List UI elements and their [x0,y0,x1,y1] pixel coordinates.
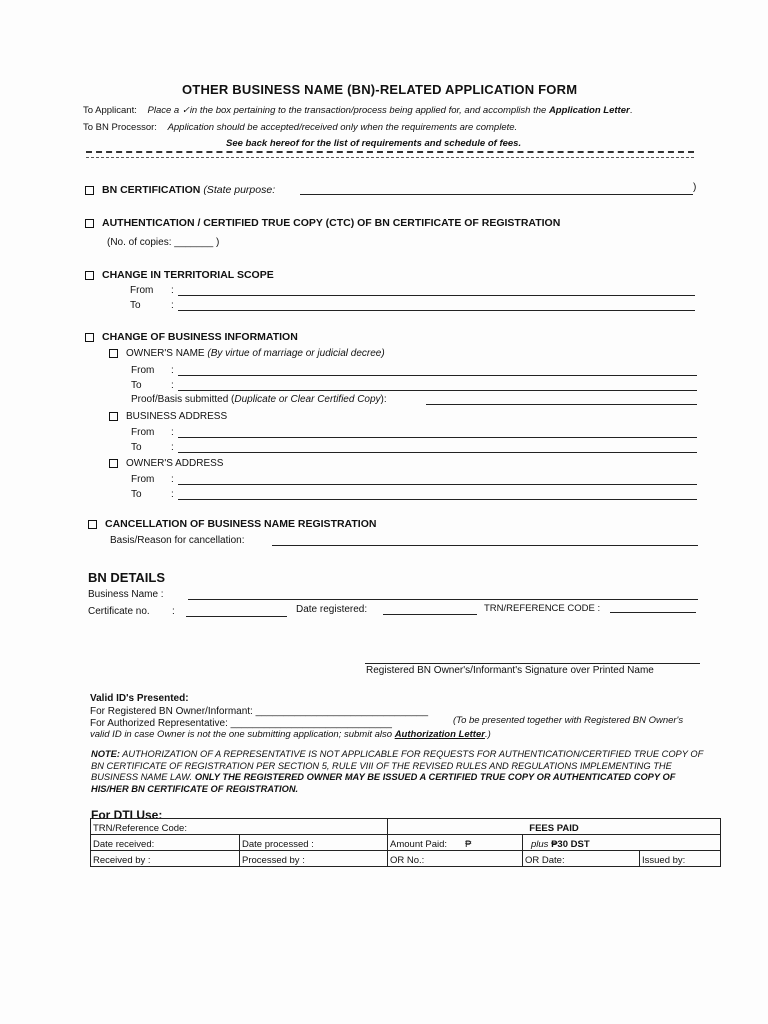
form-title: OTHER BUSINESS NAME (BN)-RELATED APPLICATION FORM [182,82,578,97]
date-processed-cell: Date processed : [240,835,388,851]
dst-cell: plus ₱30 DST [523,835,721,851]
or-no-cell: OR No.: [388,851,523,867]
applicant-instruction: To Applicant: Place a ✓in the box pertaining to the transaction/process being applied for, and accomplish the Application Letter. [83,105,633,116]
signature-line[interactable] [365,663,700,664]
business-address-to-field[interactable] [178,452,697,453]
checkmark-icon: ✓ [181,105,190,116]
owner-address-to-field[interactable] [178,499,697,500]
dashed-divider [86,151,694,158]
rep-id-note: valid ID in case Owner is not the one submitting application; submit also Authorization Letter.) [90,729,491,740]
bn-certification-checkbox[interactable] [85,186,94,195]
business-address-checkbox[interactable] [109,412,118,421]
amount-paid-cell: Amount Paid: ₱ [388,835,523,851]
owner-address-option: OWNER'S ADDRESS [109,458,223,469]
territorial-to-field[interactable] [178,310,695,311]
section-cancellation: CANCELLATION OF BUSINESS NAME REGISTRATION [88,518,376,530]
territorial-from-field[interactable] [178,295,695,296]
section-authentication: AUTHENTICATION / CERTIFIED TRUE COPY (CTC) OF BN CERTIFICATE OF REGISTRATION [85,217,560,229]
owner-address-from-field[interactable] [178,484,697,485]
proof-field[interactable] [426,404,697,405]
see-back-note: See back hereof for the list of requirements and schedule of fees. [226,138,522,149]
trn-cell: TRN/Reference Code: [91,819,388,835]
cancellation-basis-field[interactable] [272,545,698,546]
authentication-checkbox[interactable] [85,219,94,228]
owner-id-field[interactable]: For Registered BN Owner/Informant: _______________________________ [90,706,429,717]
cancellation-checkbox[interactable] [88,520,97,529]
owner-name-option: OWNER'S NAME (By virtue of marriage or judicial decree) [109,348,385,359]
application-form-page: OTHER BUSINESS NAME (BN)-RELATED APPLICATION FORM To Applicant: Place a ✓in the box pertaining to the transaction/process being applied for, and accomplish the Application Letter. To BN Processor: Application should be accepted/received only when the requirements are complete. See back hereof for the list of requirements and schedule of fees. BN CERTIFICATION (State purpose: ) AUTHENTICATION / CERTIFIED TRUE COPY (CTC) OF BN CERTIFICATE OF REGISTRATION (No. of copies: _______ ) CHANGE IN TERRITORIAL SCOPE From : To : CHANGE OF BUSINESS INFORMATION OWNER'S NAME (By virtue of marriage or judicial decree) From : To : Proof/Basis submitted (Duplicate or Clear Certified Copy): BUSINESS ADDRESS From : To : OWNER'S ADDRESS From : To : CANCELLATION OF BUSINESS NAME REGISTRATION Basis/Reason for cancellation: BN DETAILS Business Name : Certificate no. : Date registered: TRN/REFERENCE CODE : Registered BN Owner's/Informant's Signature over Printed Name Valid ID's Presented: For Registered BN Owner/Informant: _______________________________ For Authorized Representative: _____________________________ (To be presented together with Registered BN Owner's valid ID in case Owner is not the one submitting application; submit also Authorization Letter.) NOTE: AUTHORIZATION OF A REPRESENTATIVE IS NOT APPLICABLE FOR REQUESTS FOR AUTHENTICATION/CERTIFIED TRUE COPY OF BN CERTIFICATE OF REGISTRATION PER SECTION 5, RULE VIII OF THE REVISED RULES AND REGULATIONS IMPLEMENTING THE BUSINESS NAME LAW. ONLY THE REGISTERED OWNER MAY BE ISSUED A CERTIFIED TRUE COPY OR AUTHENTICATED COPY OF HIS/HER BN CERTIFICATE OF REGISTRATION. For DTI Use: TRN/Reference Code: FEES PAID Date received: Date processed : Amount Paid: ₱ plus ₱30 DST Received by : Processed by : OR No.: OR Date: Issued by: [0,0,768,1024]
copies-field[interactable]: (No. of copies: _______ ) [107,237,220,248]
section-bn-certification: BN CERTIFICATION (State purpose: [85,184,275,196]
issued-by-cell: Issued by: [640,851,721,867]
processed-by-cell: Processed by : [240,851,388,867]
section-business-info: CHANGE OF BUSINESS INFORMATION [85,331,298,343]
owner-address-checkbox[interactable] [109,459,118,468]
or-date-cell: OR Date: [523,851,640,867]
business-address-from-field[interactable] [178,437,697,438]
business-info-checkbox[interactable] [85,333,94,342]
received-by-cell: Received by : [91,851,240,867]
date-registered-field[interactable] [383,614,477,615]
signature-caption: Registered BN Owner's/Informant's Signature over Printed Name [366,665,654,676]
business-address-option: BUSINESS ADDRESS [109,411,227,422]
rep-id-field[interactable]: For Authorized Representative: _____________________________ [90,718,392,729]
to-processor-label: To BN Processor: [83,122,157,133]
owner-name-to-field[interactable] [178,390,697,391]
owner-name-checkbox[interactable] [109,349,118,358]
dti-use-table [90,818,721,867]
section-territorial-scope: CHANGE IN TERRITORIAL SCOPE [85,269,274,281]
owner-name-from-field[interactable] [178,375,697,376]
note-paragraph: NOTE: AUTHORIZATION OF A REPRESENTATIVE IS NOT APPLICABLE FOR REQUESTS FOR AUTHENTICATION/CERTIFIED TRUE COPY OF BN CERTIFICATE OF REGISTRATION PER SECTION 5, RULE VIII OF THE REVISED RULES AND REGULATIONS IMPLEMENTING THE BUSINESS NAME LAW. ONLY THE REGISTERED OWNER MAY BE ISSUED A CERTIFIED TRUE COPY OR AUTHENTICATED COPY OF HIS/HER BN CERTIFICATE OF REGISTRATION. [91,749,704,794]
certificate-no-field[interactable] [186,616,287,617]
processor-instruction: To BN Processor: Application should be accepted/received only when the requirements are complete. [83,122,518,133]
dti-use-heading: For DTI Use: [91,808,163,822]
business-name-field[interactable] [188,599,698,600]
bn-details-heading: BN DETAILS [88,570,166,585]
fees-paid-header: FEES PAID [388,819,721,835]
trn-field[interactable] [610,612,696,613]
proof-label: Proof/Basis submitted (Duplicate or Clear Certified Copy): [131,394,387,405]
date-received-cell: Date received: [91,835,240,851]
purpose-field[interactable] [300,194,693,195]
territorial-checkbox[interactable] [85,271,94,280]
to-applicant-label: To Applicant: [83,105,137,116]
valid-ids-heading: Valid ID's Presented: [90,693,189,704]
